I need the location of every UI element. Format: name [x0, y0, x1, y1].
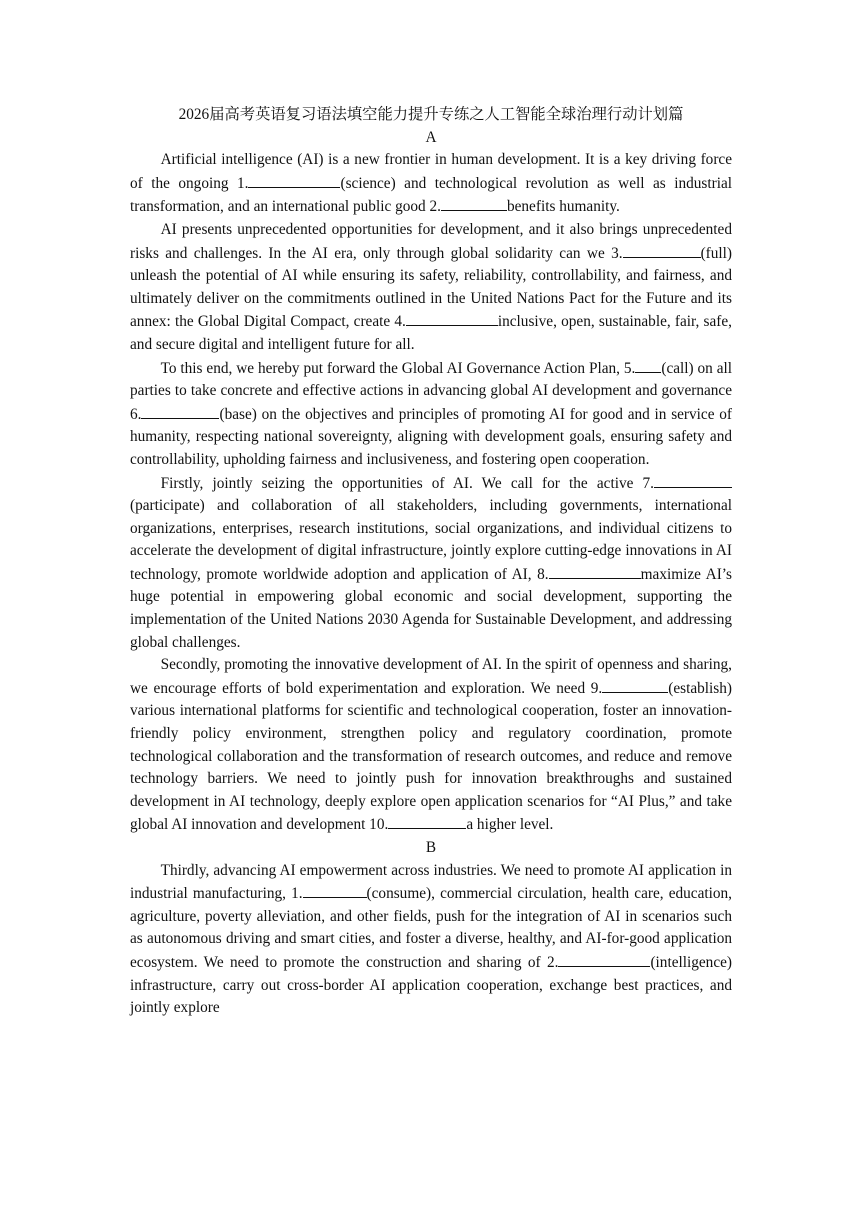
paragraph-text: a higher level. — [466, 816, 554, 834]
paragraph-text: (intelligence) infrastructure, carry out cross-border AI application cooperation, exchange best practices, and jointly explore — [130, 953, 732, 1017]
paragraph — [130, 654, 732, 837]
answer-blank[interactable] — [635, 357, 661, 373]
answer-blank[interactable] — [303, 882, 367, 898]
document-title: 2026届高考英语复习语法填空能力提升专练之人工智能全球治理行动计划篇 — [178, 106, 684, 123]
answer-blank[interactable] — [549, 563, 641, 579]
answer-blank[interactable] — [602, 677, 668, 693]
paragraph-text: Firstly, jointly seizing the opportunities of AI. We call for the active 7. — [160, 474, 654, 492]
answer-blank[interactable] — [441, 195, 507, 211]
answer-blank[interactable] — [388, 813, 466, 829]
paragraph-text: maximize AI’s huge potential in empowering global economic and social development, supporting the implementation of the United Nations 2030 Agenda for Sustainable Development, and addressing global challenges. — [130, 565, 733, 651]
document-page — [130, 104, 732, 1020]
paragraph-text: (science) and technological revolution as well as industrial transformation, and an international public good 2. — [130, 174, 732, 216]
paragraph-text: To this end, we hereby put forward the Global AI Governance Action Plan, 5. — [160, 359, 636, 377]
answer-blank[interactable] — [654, 472, 732, 488]
section-label-b: B — [425, 839, 437, 856]
answer-blank[interactable] — [406, 310, 498, 326]
paragraph-text: AI presents unprecedented opportunities for development, and it also brings unprecedented risks and challenges. In the AI era, only through global solidarity can we 3. — [130, 220, 732, 262]
paragraph — [130, 219, 732, 357]
paragraph — [130, 357, 732, 472]
paragraph-text: (establish) various international platforms for scientific and technological cooperation, foster an innovation-friendly policy environment, strengthen policy and regulatory coordination, promote technological collaboration and the transformation of research outcomes, and reduce and remove technology barriers. We need to jointly push for innovation breakthroughs and sustained development in AI technology, deeply explore open application scenarios for “AI Plus,” and take global AI innovation and development 10. — [130, 679, 732, 834]
paragraph-text: Artificial intelligence (AI) is a new frontier in human development. It is a key driving force of the ongoing 1. — [130, 151, 732, 192]
paragraph-text: inclusive, open, sustainable, fair, safe, and secure digital and intelligent future for all. — [130, 313, 732, 353]
paragraph-text: (participate) and collaboration of all stakeholders, including governments, international organizations, enterprises, research institutions, social organizations, and individual citizens to accelerate the development of digital infrastructure, jointly explore cutting-edge innovations in AI technology, promote worldwide adoption and application of AI, 8. — [130, 497, 732, 583]
answer-blank[interactable] — [558, 951, 650, 967]
paragraph-text: (full) unleash the potential of AI while ensuring its safety, reliability, controllability, and fairness, and ultimately deliver on the commitments outlined in the United Nations Pact for the Future and its annex: the Global Digital Compact, create 4. — [130, 244, 732, 331]
paragraph-text: (consume), commercial circulation, health care, education, agriculture, poverty alleviation, and other fields, push for the integration of AI in scenarios such as autonomous driving and smart cities, and foster a diverse, healthy, and AI-for-good application ecosystem. We need to promote the construction and sharing of 2. — [130, 885, 732, 971]
paragraph-text: (base) on the objectives and principles of promoting AI for good and in service of humanity, respecting national sovereignty, aligning with development goals, ensuring safety and controllability, upholding fairness and inclusiveness, and fostering open cooperation. — [130, 405, 732, 468]
paragraph — [130, 472, 732, 655]
paragraph — [130, 149, 732, 219]
answer-blank[interactable] — [248, 172, 340, 188]
paragraph-text: (call) on all parties to take concrete and effective actions in advancing global AI development and governance 6. — [130, 359, 732, 423]
answer-blank[interactable] — [623, 242, 701, 258]
paragraph-text: benefits humanity. — [506, 198, 620, 216]
paragraph — [130, 860, 732, 1020]
section-label-a: A — [425, 128, 437, 146]
paragraph-text: Thirdly, advancing AI empowerment across industries. We need to promote AI application in industrial manufacturing, 1. — [130, 861, 732, 903]
paragraph-text: Secondly, promoting the innovative development of AI. In the spirit of openness and sharing, we encourage efforts of bold experimentation and exploration. We need 9. — [130, 656, 732, 697]
answer-blank[interactable] — [141, 403, 219, 419]
